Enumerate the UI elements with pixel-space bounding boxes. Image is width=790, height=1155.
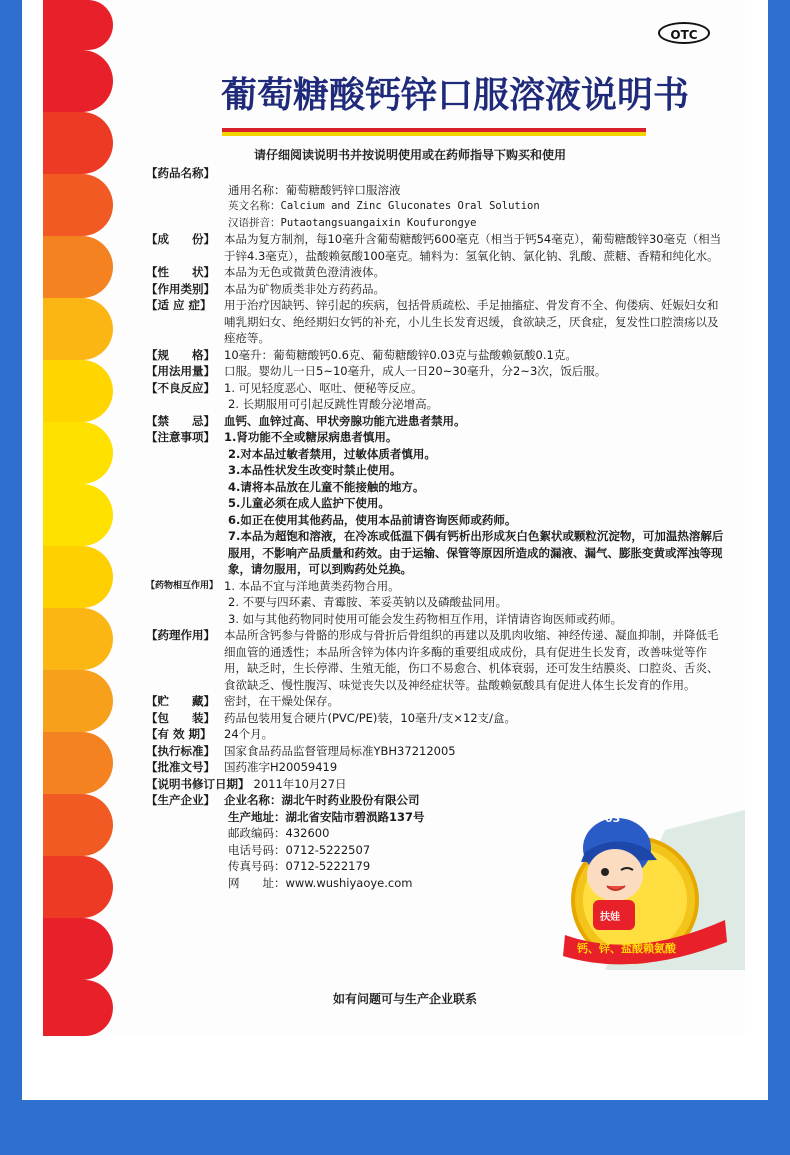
precaution-item: 5.儿童必须在成人监护下使用。	[228, 496, 390, 510]
section-text: 血钙、血锌过高、甲状旁腺功能亢进患者禁用。	[224, 413, 466, 428]
section-label: 【有 效 期】	[146, 727, 212, 741]
section-text: 1. 可见轻度恶心、呕吐、便秘等反应。	[224, 380, 423, 395]
package-section	[146, 710, 726, 727]
section-label: 【适 应 症】	[146, 298, 212, 312]
page-title: 葡萄糖酸钙锌口服溶液说明书	[221, 75, 690, 116]
mascot-illustration	[545, 770, 755, 980]
precaution-item: 6.如正在使用其他药品，使用本品前请咨询医师或药师。	[228, 512, 517, 527]
section-label: 【性 状】	[146, 265, 215, 279]
generic-name: 通用名称：葡萄糖酸钙锌口服溶液	[228, 182, 401, 197]
pinyin-name: 汉语拼音：Putaotangsuangaixin Koufurongye	[228, 216, 477, 229]
section-text: 本品所含钙参与骨骼的形成与骨折后骨组织的再建以及肌肉收缩、神经传递、凝血抑制，并降低毛细血管的通透性；本品所含锌为体内许多酶的重要组成成份，具有促进生长发育，改善味觉等作用，缺乏时，生长停滞、生殖无能，伤口不易愈合、机体衰弱，还可发生结膜炎、口腔炎、舌炎、食欲缺乏、慢性腹泻、味觉丧失以及神经症状等。盐酸赖氨酸具有促进人体生长发育的作用。	[224, 628, 719, 692]
english-name: 英文名称：Calcium and Zinc Gluconates Oral Solution	[228, 200, 540, 212]
shirt-text: 扶娃	[600, 912, 620, 923]
interaction-item: 1. 本品不宜与洋地黄类药物合用。	[224, 578, 400, 593]
section-text: 24个月。	[224, 727, 274, 741]
section-label: 【药理作用】	[146, 628, 215, 642]
color-strip	[43, 0, 113, 1036]
precaution-item: 2.对本品过敏者禁用，过敏体质者慎用。	[228, 446, 436, 461]
section-label: 【成 份】	[146, 232, 215, 246]
section-text: 密封，在干燥处保存。	[224, 694, 339, 708]
interaction-item: 3. 如与其他药物同时使用可能会发生药物相互作用，详情请咨询医师或药师。	[228, 611, 623, 626]
section-label: 【禁 忌】	[146, 413, 215, 428]
section-text: 药品包装用复合硬片(PVC/PE)装，10毫升/支×12支/盒。	[224, 710, 517, 725]
section-label: 【规 格】	[146, 347, 215, 362]
section-label: 【作用类别】	[146, 281, 215, 296]
section-text: 2. 长期服用可引起反跳性胃酸分泌增高。	[228, 397, 439, 411]
validity-section	[146, 726, 726, 743]
section-text: 用于治疗因缺钙、锌引起的疾病，包括骨质疏松、手足抽搐症、骨发育不全、佝偻病、妊娠妇女和哺乳期妇女、绝经期妇女钙的补充，小儿生长发育迟缓，食欲缺乏，厌食症，复发性口腔溃疡以及痤疮等。	[224, 298, 719, 345]
section-label: 【执行标准】	[146, 743, 215, 758]
section-label: 【说明书修订日期】	[146, 776, 250, 791]
section-label: 【不良反应】	[146, 380, 215, 395]
section-label: 【药品名称】	[146, 166, 215, 180]
composition-section	[146, 231, 726, 264]
banner-text: 钙、锌、盐酸赖氨酸	[577, 942, 676, 955]
precaution-item: 7.本品为超饱和溶液，在冷冻或低温下偶有钙析出形成灰白色絮状或颗粒沉淀物，可加温热溶解后服用，不影响产品质量和药效。由于运输、保管等原因所造成的漏液、漏气、膨胀变黄或浑浊等现象，请勿服用，可以到购药处兑换。	[228, 529, 724, 576]
manufacturer-address: 生产地址：湖北省安陆市碧涢路137号	[228, 809, 425, 824]
otc-badge: OTC	[658, 22, 710, 44]
section-text: 本品为复方制剂，每10毫升含葡萄糖酸钙600毫克（相当于钙54毫克），葡萄糖酸锌30毫克（相当于锌4.3毫克），盐酸赖氨酸100毫克。辅料为：氢氧化钠、氯化钠、乳酸、蔗糖、香精和纯化水。	[224, 232, 722, 263]
section-label: 【用法用量】	[146, 364, 215, 378]
section-text: 本品为无色或微黄色澄清液体。	[224, 265, 385, 279]
spec-section	[146, 347, 726, 364]
section-label: 【注意事项】	[146, 430, 215, 444]
section-text: 10毫升：葡萄糖酸钙0.6克、葡萄糖酸锌0.03克与盐酸赖氨酸0.1克。	[224, 347, 577, 362]
manufacturer-postcode: 邮政编码：432600	[228, 826, 330, 840]
manufacturer-phone: 电话号码：0712-5222507	[228, 842, 371, 857]
section-text: 本品为矿物质类非处方药药品。	[224, 281, 385, 296]
standard-section	[146, 743, 726, 760]
interaction-item: 2. 不要与四环素、青霉胺、苯妥英钠以及磷酸盐同用。	[228, 595, 508, 609]
section-label: 【批准文号】	[146, 760, 215, 774]
section-text: 国药准字H20059419	[224, 760, 338, 774]
pharmacology-section	[146, 627, 726, 693]
precaution-item: 3.本品性状发生改变时禁止使用。	[228, 463, 402, 477]
section-label: 【贮 藏】	[146, 694, 215, 708]
section-text: 口服。婴幼儿一日5~10毫升，成人一日20~30毫升，分2~3次，饭后服。	[224, 364, 607, 378]
precautions-section	[146, 429, 726, 446]
precaution-item: 1.肾功能不全或糖尿病患者慎用。	[224, 430, 398, 444]
section-text: 2011年10月27日	[253, 776, 347, 791]
manufacturer-name: 企业名称：湖北午时药业股份有限公司	[224, 793, 420, 807]
storage-section	[146, 693, 726, 710]
section-label: 【生产企业】	[146, 793, 215, 807]
drug-name-section	[146, 165, 726, 182]
interactions-section	[146, 578, 726, 595]
section-label: 【药物相互作用】	[146, 580, 219, 591]
indications-section	[146, 297, 726, 347]
usage-notice: 请仔细阅读说明书并按说明使用或在药师指导下购买和使用	[253, 148, 566, 162]
contact-note: 如有问题可与生产企业联系	[333, 992, 478, 1006]
properties-section	[146, 264, 726, 281]
category-section	[146, 281, 726, 298]
adverse-section	[146, 380, 726, 397]
manufacturer-website: 网 址：www.wushiyaoye.com	[228, 875, 413, 890]
section-text: 国家食品药品监督管理局标准YBH37212005	[224, 743, 456, 758]
manufacturer-fax: 传真号码：0712-5222179	[228, 859, 371, 873]
dosage-section	[146, 363, 726, 380]
contraindications-section	[146, 413, 726, 430]
section-label: 【包 装】	[146, 710, 215, 725]
precaution-item: 4.请将本品放在儿童不能接触的地方。	[228, 479, 425, 494]
cap-number: 03	[605, 812, 621, 825]
title-underline-yellow	[222, 132, 646, 136]
